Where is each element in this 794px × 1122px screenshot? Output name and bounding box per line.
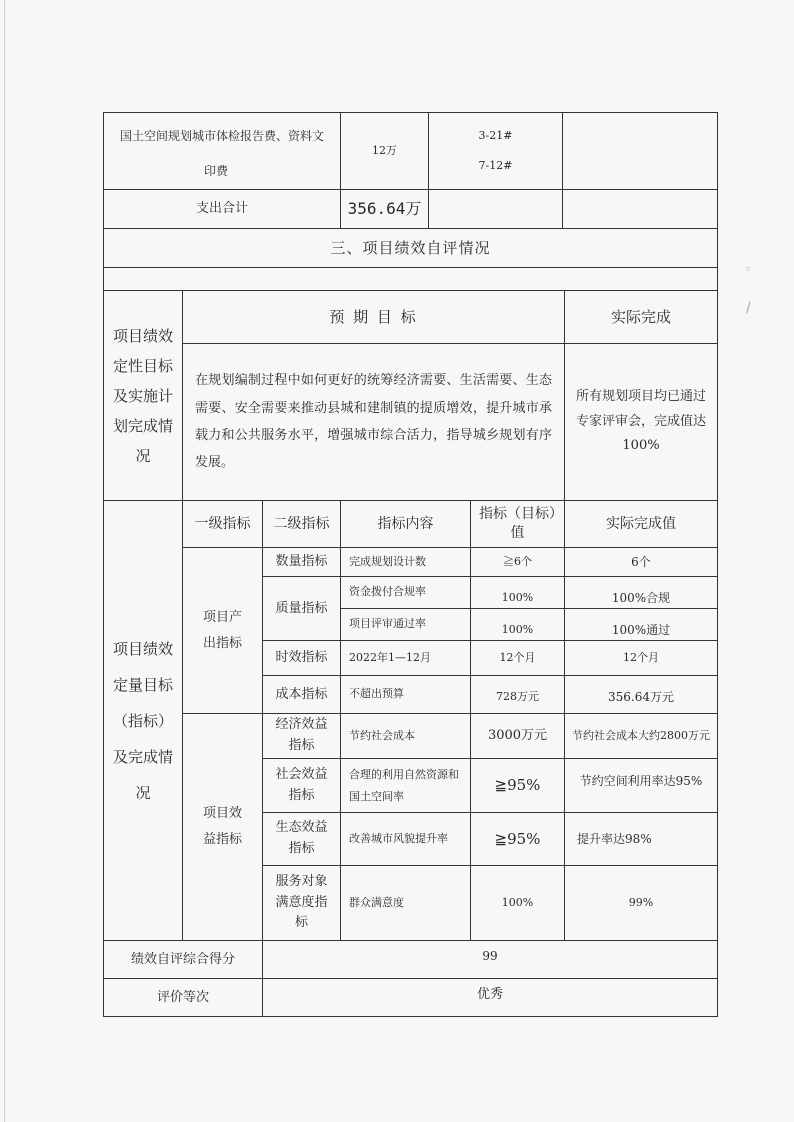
- expected-goal-header: 预 期 目 标: [329, 307, 418, 326]
- header-level2: 二级指标: [273, 515, 330, 532]
- indicator-actual: 提升率达98%: [577, 831, 652, 846]
- indicator-target: ≧95%: [494, 776, 541, 795]
- indicator-actual: 12个月: [623, 650, 659, 664]
- header-target: 指标（目标）值: [479, 506, 556, 541]
- indicator-content: 完成规划设计数: [349, 554, 426, 568]
- indicator-target: 100%: [501, 895, 534, 909]
- indicator-actual: 节约社会成本大约2800万元: [572, 728, 710, 742]
- indicator-content: 资金拨付合规率: [349, 585, 426, 599]
- effect-indicator-group: 项目效益指标: [202, 806, 242, 847]
- indicator-target: 12个月: [499, 650, 536, 664]
- indicator-content: 群众满意度: [349, 895, 404, 909]
- scan-artifact-mark: /: [746, 300, 751, 316]
- level2-indicator: 社会效益指标: [275, 766, 328, 803]
- indicator-content: 项目评审通过率: [349, 617, 426, 631]
- indicator-content: 改善城市风貌提升率: [349, 831, 448, 845]
- indicator-actual: 99%: [628, 895, 654, 909]
- score-label: 绩效自评综合得分: [130, 951, 235, 967]
- voucher-number: 7-12#: [478, 158, 513, 172]
- indicator-target: ≧95%: [494, 829, 541, 848]
- level2-indicator: 服务对象满意度指标: [275, 873, 328, 931]
- expense-total-label: 支出合计: [195, 201, 248, 217]
- level2-indicator: 成本指标: [275, 686, 328, 702]
- table-rule: [717, 112, 718, 1017]
- expense-item-cell: [104, 113, 340, 189]
- indicator-content: 2022年1—12月: [349, 650, 431, 664]
- level2-indicator: 生态效益指标: [275, 820, 328, 856]
- indicator-target: 3000万元: [487, 728, 548, 744]
- expense-item-line1: 国土空间规划城市体检报告费、资料文: [119, 129, 324, 144]
- indicator-actual: 6个: [631, 554, 651, 569]
- indicator-target: 100%: [501, 623, 534, 637]
- level2-indicator: 数量指标: [275, 554, 328, 570]
- grade-label: 评价等次: [156, 989, 209, 1005]
- expense-item-line2: 印费: [204, 164, 229, 179]
- quantitative-row-label: 项目绩效定量目标（指标）及完成情况: [112, 639, 173, 802]
- table-rule: [103, 1016, 718, 1017]
- indicator-actual: 100%合规: [611, 591, 671, 606]
- score-value: 99: [482, 949, 498, 964]
- header-level1: 一级指标: [194, 515, 251, 532]
- header-actual: 实际完成值: [606, 515, 676, 532]
- indicator-actual: 100%通过: [611, 623, 671, 638]
- indicator-actual: 节约空间利用率达95%: [579, 774, 703, 789]
- indicator-actual: 356.64万元: [608, 690, 674, 705]
- actual-completion-header: 实际完成: [610, 307, 671, 326]
- grade-value: 优秀: [476, 986, 503, 1002]
- expense-amount: 12万: [372, 143, 397, 157]
- voucher-cell: [429, 113, 562, 189]
- expected-goal-text: 在规划编制过程中如何更好的统筹经济需要、生活需要、生态需要、安全需要来推动县城和建制镇的提质增效，提升城市承载力和公共服务水平，增强城市综合活力，指导城乡规划有序发展。: [195, 373, 552, 471]
- level2-indicator: 时效指标: [275, 650, 328, 666]
- indicator-content: 节约社会成本: [349, 728, 415, 742]
- indicator-target: ≧6个: [503, 554, 532, 568]
- section-title: 三、项目绩效自评情况: [330, 238, 491, 257]
- output-indicator-group: 项目产出指标: [202, 609, 242, 651]
- indicator-content: 合理的利用自然资源和国土空间率: [349, 767, 459, 803]
- table-rule: [103, 267, 718, 268]
- voucher-number: 3-21#: [478, 128, 513, 142]
- qualitative-row-label: 项目绩效定性目标及实施计划完成情况: [112, 326, 173, 465]
- level2-indicator: 质量指标: [275, 600, 328, 616]
- scan-artifact-mark: ◦: [744, 262, 753, 278]
- level2-indicator: 经济效益指标: [275, 717, 328, 753]
- table-rule: [562, 112, 563, 228]
- header-content: 指标内容: [377, 515, 434, 532]
- actual-completion-text: 所有规划项目均已通过专家评审会，完成值达100%: [575, 388, 706, 454]
- indicator-content: 不超出预算: [349, 687, 404, 701]
- indicator-target: 100%: [501, 591, 534, 605]
- indicator-target: 728万元: [496, 690, 539, 704]
- expense-total-value: 356.64万: [347, 199, 422, 219]
